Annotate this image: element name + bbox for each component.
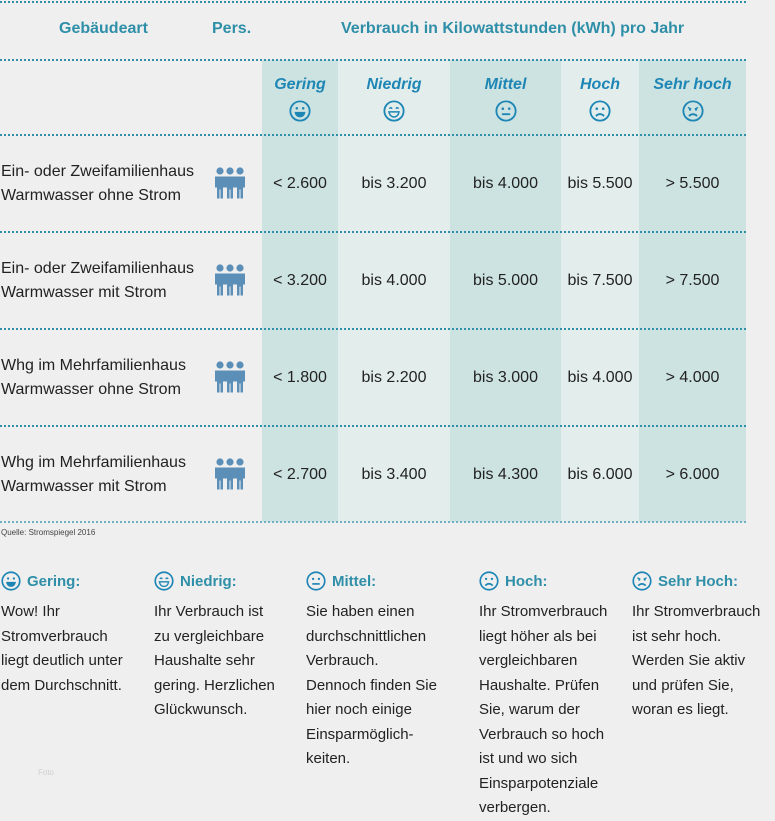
row-label-line2: Warmwasser ohne Strom (1, 381, 181, 398)
legend-title: Gering: (1, 570, 151, 592)
legend-line: vergleichbaren (479, 652, 578, 669)
value-cell: > 7.500 (665, 272, 720, 289)
watermark: Foto (38, 768, 55, 777)
legend-line: liegt deutlich unter (1, 652, 123, 669)
row-label-line2: Warmwasser ohne Strom (1, 187, 181, 204)
value-cell: < 2.700 (273, 466, 327, 483)
legend-text (306, 600, 456, 772)
value-cell: < 3.200 (273, 272, 327, 289)
persons-icon (212, 264, 252, 296)
legend-text (479, 600, 629, 821)
value-cell: bis 4.000 (473, 175, 538, 192)
legend-line: Einsparpotenziale (479, 774, 599, 792)
legend-line: gering. Herzlichen (154, 676, 275, 694)
level-sehr-hoch: Sehr hoch (639, 76, 746, 122)
row-label-line1: Whg im Mehrfamilienhaus (1, 454, 186, 471)
value-cell: bis 3.400 (361, 466, 427, 483)
top-rule (0, 1, 746, 3)
value-cell: > 5.500 (665, 175, 720, 192)
legend-line: Wow! Ihr (1, 603, 60, 620)
column-bg-hoch (561, 60, 639, 522)
header-consumption-title: Verbrauch in Kilowattstunden (kWh) pro Jahr (341, 20, 685, 37)
value-cell: bis 4.000 (567, 369, 633, 386)
row-label-line1: Ein- oder Zweifamilienhaus (1, 260, 194, 277)
legend-line: keiten. (306, 750, 351, 767)
value-cell: bis 7.500 (567, 272, 633, 289)
legend-line: Ihr Stromverbrauch (632, 603, 761, 620)
value-cell: bis 3.000 (473, 369, 538, 386)
legend-text (154, 600, 304, 723)
column-bg-sehr-hoch (639, 60, 746, 522)
legend-text (632, 600, 774, 723)
grin-face-icon (1, 571, 21, 591)
smile-face-icon (383, 100, 405, 122)
legend-line: liegt höher als bei (479, 627, 597, 645)
legend-line: Einsparmöglich- (306, 725, 414, 743)
row-rule (0, 328, 746, 330)
grin-face-icon (289, 100, 311, 122)
row-label-line2: Warmwasser mit Strom (1, 284, 167, 301)
legend-line: dem Durchschnitt. (1, 676, 122, 694)
level-gering: Gering (262, 76, 338, 122)
legend-line: Haushalte sehr (154, 652, 255, 669)
legend-line: Verbrauch so hoch (479, 725, 605, 743)
legend-mittel (306, 570, 456, 772)
row-label (1, 354, 186, 402)
neutral-face-icon (306, 571, 326, 591)
value-cell: bis 6.000 (567, 466, 633, 483)
legend-line: ist sehr hoch. (632, 627, 722, 645)
column-bg-niedrig (338, 60, 450, 522)
persons-icon (212, 361, 252, 393)
legend-line: hier noch einige (306, 701, 412, 718)
legend-title: Mittel: (306, 570, 456, 592)
legend-line: Ihr Stromverbrauch (479, 603, 608, 620)
level-hoch: Hoch (561, 76, 639, 122)
row-label-line2: Warmwasser mit Strom (1, 478, 167, 495)
header-building-type: Gebäudeart (59, 20, 148, 37)
row-label (1, 451, 186, 499)
legend-line: Glückwunsch. (154, 701, 248, 718)
row-rule (0, 134, 746, 136)
persons-icon (212, 458, 252, 490)
value-cell: bis 5.000 (473, 272, 538, 289)
value-cell: > 4.000 (665, 369, 720, 386)
row-label (1, 257, 194, 305)
legend-hoch (479, 570, 629, 821)
legend-title: Sehr Hoch: (632, 570, 774, 592)
value-cell: bis 4.000 (361, 272, 427, 289)
legend-title: Niedrig: (154, 570, 304, 592)
frown-face-icon (682, 100, 704, 122)
legend-gering (1, 570, 151, 698)
value-cell: < 1.800 (273, 369, 327, 386)
value-cell: bis 5.500 (567, 175, 633, 192)
legend-text (1, 600, 151, 698)
level-mittel: Mittel (450, 76, 561, 122)
legend-title: Hoch: (479, 570, 629, 592)
row-label (1, 160, 194, 208)
smile-face-icon (154, 571, 174, 591)
column-bg-gering (262, 60, 338, 522)
persons-icon (212, 167, 252, 199)
column-bg-mittel (450, 60, 561, 522)
legend-line: Werden Sie aktiv (632, 652, 746, 669)
sad-face-icon (589, 100, 611, 122)
row-label-line1: Whg im Mehrfamilienhaus (1, 357, 186, 374)
source-note: Quelle: Stromspiegel 2016 (1, 528, 96, 537)
row-label-line1: Ein- oder Zweifamilienhaus (1, 163, 194, 180)
legend-line: Sie, warum der (479, 701, 580, 718)
legend-line: Stromverbrauch (1, 627, 108, 645)
legend-line: Sie haben einen (306, 603, 415, 620)
legend-line: Ihr Verbrauch ist (154, 603, 264, 620)
legend-line: ist und wo sich (479, 750, 578, 767)
legend-niedrig (154, 570, 304, 723)
legend-line: durchschnittlichen (306, 627, 427, 645)
frown-face-icon (632, 571, 652, 591)
header-persons: Pers. (212, 20, 252, 37)
sad-face-icon (479, 571, 499, 591)
row-rule (0, 231, 746, 233)
legend-line: Verbrauch. (306, 652, 379, 669)
value-cell: > 6.000 (665, 466, 720, 483)
legend-line: Haushalte. Prüfen (479, 676, 600, 694)
value-cell: bis 3.200 (361, 175, 427, 192)
row-rule (0, 425, 746, 427)
legend-sehr-hoch (632, 570, 774, 723)
legend-line: Dennoch finden Sie (306, 676, 437, 694)
legend-line: woran es liegt. (632, 701, 729, 718)
row-rule (0, 59, 746, 61)
legend-line: und prüfen Sie, (632, 676, 734, 694)
value-cell: bis 4.300 (473, 466, 538, 483)
legend-line: zu vergleichbare (154, 627, 265, 645)
table-bottom-rule (0, 521, 746, 523)
value-cell: < 2.600 (273, 175, 327, 192)
neutral-face-icon (495, 100, 517, 122)
level-niedrig: Niedrig (338, 76, 450, 122)
legend-line: verbergen. (479, 799, 551, 816)
value-cell: bis 2.200 (361, 369, 427, 386)
